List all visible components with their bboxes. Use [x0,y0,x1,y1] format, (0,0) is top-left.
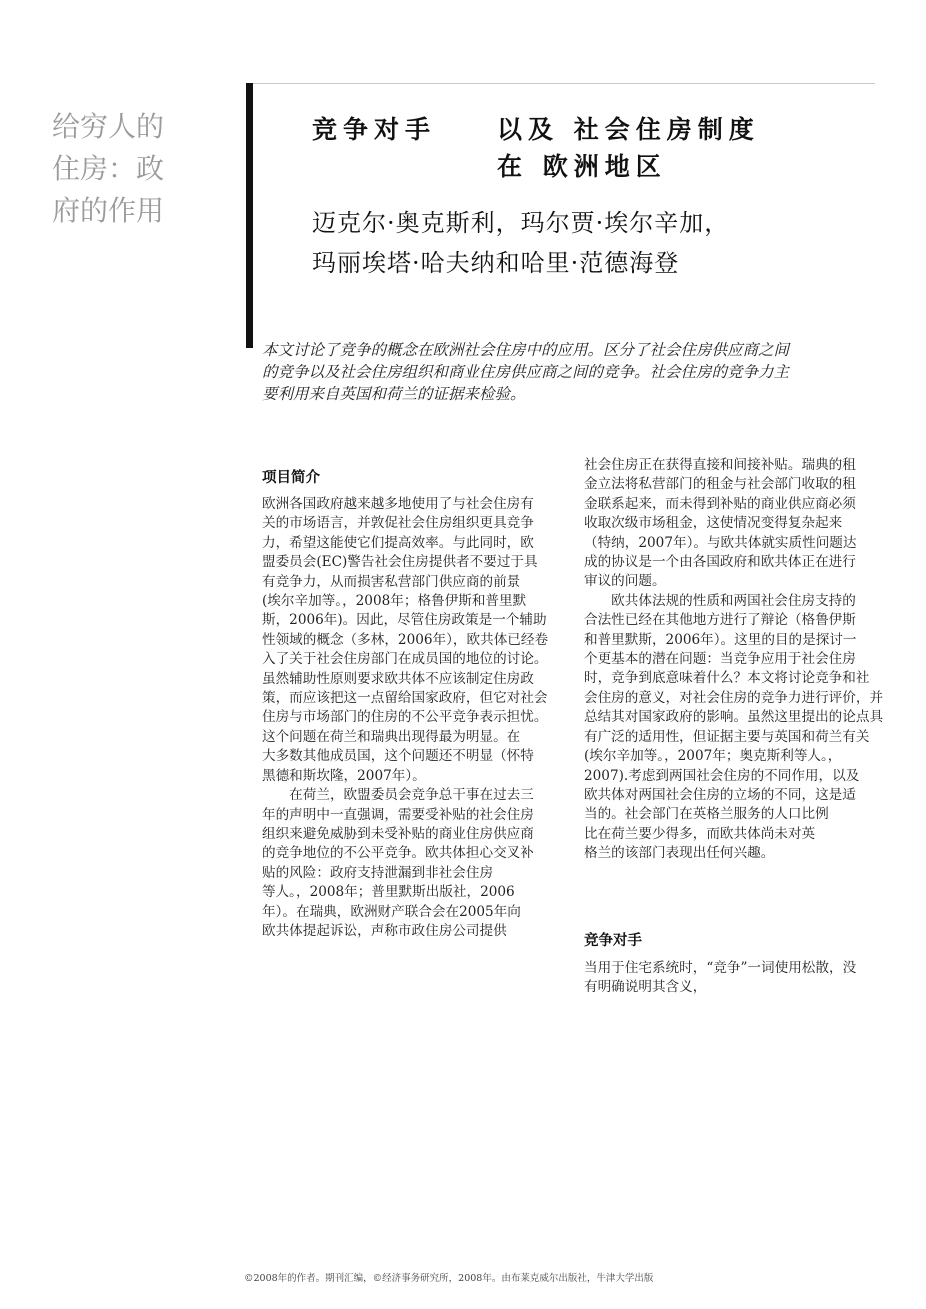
article-title-right-line-2: 在 欧洲地区 [497,152,667,181]
section-heading-competitors: 竞争对手 [584,933,642,949]
text-line: 的竞争地位的不公平竞争。欧共体担心交叉补 [262,845,534,862]
authors-line: 迈克尔·奥克斯利，玛尔贾·埃尔辛加， [312,209,730,237]
vertical-accent-bar [246,83,253,348]
authors [312,203,729,283]
text-line: 2007).考虑到两国社会住房的不同作用，以及 [584,767,860,784]
text-line: 黑德和斯坎隆，2007年）。 [262,767,426,784]
text-line: 金立法将私营部门的租金与社会部门收取的租 [584,476,856,493]
text-line: 性领域的概念（多林，2006年），欧共体已经卷 [262,631,549,648]
abstract [262,339,854,405]
text-line: 这个问题在荷兰和瑞典出现得最为明显。在 [262,728,521,745]
text-line: 年的声明中一直强调，需要受补贴的社会住房 [262,806,534,823]
text-line: (埃尔辛加等。，2008年；格鲁伊斯和普里默 [262,593,527,610]
text-line: 成的协议是一个由各国政府和欧共体正在进行 [584,554,856,571]
text-line: 贴的风险：政府支持泄漏到非社会住房 [262,864,494,881]
article-title-right-line-1: 以及 社会住房制度 [497,115,760,144]
text-line: 比在荷兰要少得多，而欧共体尚未对英 [584,825,816,842]
copyright-footer: ©2008年的作者。期刊汇编，©经济事务研究所，2008年。由布莱克威尔出版社，牛津大学出版 [244,1273,654,1284]
text-line: 在荷兰，欧盟委员会竞争总干事在过去三 [262,787,534,804]
text-line: 欧共体提起诉讼，声称市政住房公司提供 [262,922,507,939]
side-title-line: 府的作用 [52,194,165,227]
section-heading-intro: 项目简介 [262,470,320,486]
top-rule [253,83,875,84]
text-line: 有竞争力，从而损害私营部门供应商的前景 [262,573,521,590]
text-line: 欧共体法规的性质和两国社会住房支持的 [584,592,856,609]
text-line: 个更基本的潜在问题：当竞争应用于社会住房 [584,651,856,668]
text-line: 当用于住宅系统时，“竞争”一词使用松散，没 [584,960,857,976]
text-line: 审议的问题。 [584,573,666,590]
text-line: 时，竞争到底意味着什么？本文将讨论竞争和社 [584,670,870,687]
text-line: 欧洲各国政府越来越多地使用了与社会住房有 [262,496,534,512]
text-line: （特纳，2007年）。与欧共体就实质性问题达 [584,534,857,551]
text-line: 组织来避免威胁到未受补贴的商业住房供应商 [262,825,534,842]
text-line: 住房与市场部门的住房的不公平竞争表示担忧。 [262,709,548,726]
text-line: 年）。在瑞典，欧洲财产联合会在2005年向 [262,903,521,920]
side-title-line: 给穷人的 [52,110,165,143]
abstract-line: 的竞争以及社会住房组织和商业住房供应商之间的竞争。社会住房的竞争力主 [262,363,790,381]
text-line: 有明确说明其含义， [584,979,707,996]
text-line: 虽然辅助性原则要求欧共体不应该制定住房政 [262,670,534,687]
text-line: 盟委员会(EC)警告社会住房提供者不要过于具 [262,554,538,571]
text-line: 当的。社会部门在英格兰服务的人口比例 [584,806,829,823]
text-line: 合法性已经在其他地方进行了辩论（格鲁伊斯 [584,612,856,629]
text-line: 等人。，2008年；普里默斯出版社，2006 [262,884,515,901]
abstract-line: 要利用来自英国和荷兰的证据来检验。 [262,385,526,403]
text-line: 金联系起来，而未得到补贴的商业供应商必须 [584,495,856,512]
left-column-text [262,495,552,941]
text-line: 格兰的该部门表现出任何兴趣。 [584,845,775,862]
text-line: 斯，2006年)。因此，尽管住房政策是一个辅助 [262,612,547,629]
right-column-text [584,456,884,864]
abstract-line: 本文讨论了竞争的概念在欧洲社会住房中的应用。区分了社会住房供应商之间 [262,341,790,359]
text-line: 大多数其他成员国，这个问题还不明显（怀特 [262,748,534,765]
text-line: 关的市场语言，并敦促社会住房组织更具竞争 [262,515,534,532]
side-title-line: 住房：政 [52,152,165,185]
text-line: 力，希望这能使它们提高效率。与此同时，欧 [262,534,534,551]
text-line: 欧共体对两国社会住房的立场的不同，这是适 [584,786,856,803]
text-line: 总结其对国家政府的影响。虽然这里提出的论点具 [584,709,884,726]
text-line: 收取次级市场租金，这使情况变得复杂起来 [584,515,843,532]
text-line: 入了关于社会住房部门在成员国的地位的讨论。 [262,651,548,668]
text-line: 会住房的意义，对社会住房的竞争力进行评价，并 [584,689,884,706]
text-line: 有广泛的适用性，但证据主要与英国和荷兰有关 [584,728,870,745]
article-title-left: 竞争对手 [312,115,437,144]
text-line: 策，而应该把这一点留给国家政府，但它对社会 [262,690,548,707]
text-line: 和普里默斯，2006年）。这里的目的是探讨一 [584,631,857,648]
text-line: 社会住房正在获得直接和间接补贴。瑞典的租 [584,457,856,473]
text-line: (埃尔辛加等。，2007年；奥克斯利等人。， [584,748,842,765]
right-column-paragraph [584,959,876,998]
authors-line: 玛丽埃塔·哈夫纳和哈里·范德海登 [312,249,680,277]
side-title [52,106,202,232]
